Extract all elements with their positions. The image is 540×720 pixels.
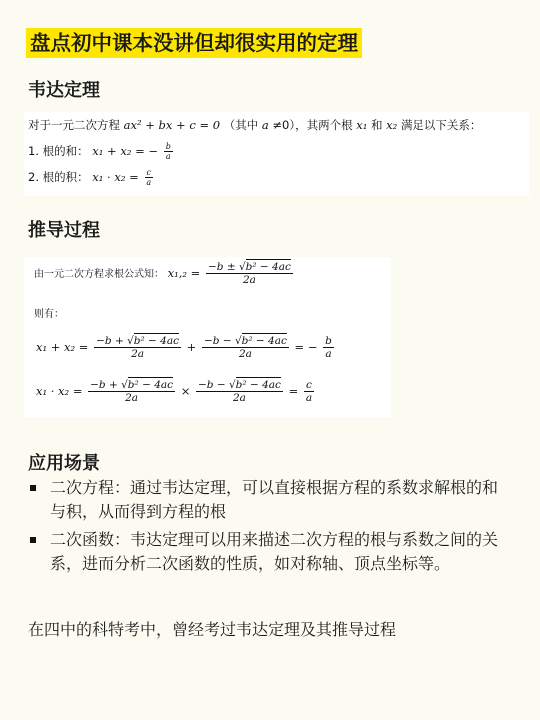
sum-numerator: b (165, 142, 171, 151)
sum-denominator: a (165, 152, 171, 162)
prod-label: 2. 根的积： (28, 170, 89, 185)
intro-prefix: 对于一元二次方程 (28, 118, 120, 132)
title-wrap (26, 28, 362, 58)
plus-root-prefix-2: −b + √ (90, 379, 128, 391)
quadratic-formula-fraction (206, 261, 293, 286)
plus-root-fraction (94, 335, 181, 360)
section-heading-applications: 应用场景 (28, 453, 100, 474)
minus-root-numerator (202, 335, 289, 348)
condition-rel: ≠0） (272, 118, 296, 132)
formula-discriminant: b² − 4ac (245, 261, 291, 273)
x12-lhs: x₁,₂ = (167, 266, 201, 281)
plus-root-denominator-2: 2a (125, 392, 139, 405)
minus-root-disc: b² − 4ac (241, 335, 287, 347)
footer-note: 在四中的科特考中，曾经考过韦达定理及其推导过程 (28, 620, 397, 639)
plus-root-denominator: 2a (131, 348, 145, 361)
formula-denominator: 2a (242, 274, 256, 287)
b-numerator: b (325, 335, 332, 347)
condition-var: a (261, 118, 269, 132)
bullet-icon (30, 485, 36, 491)
list-item (30, 528, 500, 576)
minus-root-prefix-2: −b − √ (197, 379, 236, 391)
prod-fraction (144, 168, 153, 187)
sum-of-roots-line (28, 142, 175, 161)
then-label: 则有： (34, 309, 64, 320)
times-operator: × (180, 384, 191, 399)
plus-root-disc-2: b² − 4ac (127, 379, 174, 391)
derivation-box (24, 257, 391, 417)
prod-denominator: a (146, 178, 152, 188)
minus-root-prefix: −b − √ (203, 335, 242, 347)
deriv-prod-lhs: x₁ · x₂ = (36, 384, 83, 399)
vieta-statement-box (24, 112, 529, 196)
intro-suffix-2: 满足以下关系： (400, 118, 482, 132)
sum-lhs: x₁ + x₂ = − (92, 144, 159, 159)
vieta-intro-line (28, 117, 481, 133)
applications-list (30, 476, 500, 580)
product-of-roots-line (28, 168, 155, 187)
formula-numerator (206, 261, 293, 274)
a-denominator-2: a (305, 392, 313, 405)
plus-root-numerator (94, 335, 181, 348)
product-derivation-line (36, 379, 316, 404)
minus-root-denominator-2: 2a (232, 392, 246, 405)
condition-prefix: （其中 (223, 118, 259, 132)
c-over-a (304, 379, 314, 404)
equals-sign: = (288, 384, 299, 399)
and-word: 和 (371, 118, 383, 132)
intro-suffix-1: ，其两个根 (295, 118, 353, 132)
minus-root-denominator: 2a (238, 348, 252, 361)
neg-b-over-a (323, 335, 334, 360)
formula-numerator-prefix: −b ± √ (207, 261, 246, 273)
plus-root-fraction-2 (88, 379, 175, 404)
equals-negative: = − (294, 340, 318, 355)
prod-lhs: x₁ · x₂ = (92, 170, 139, 185)
plus-root-numerator-2 (88, 379, 175, 392)
quadratic-formula-line (34, 261, 295, 286)
plus-operator: + (186, 340, 197, 355)
c-numerator: c (306, 379, 312, 391)
a-denominator: a (325, 348, 332, 361)
list-item-text: 二次函数：韦达定理可以用来描述二次方程的根与系数之间的关系，进而分析二次函数的性质，如对称轴、顶点坐标等。 (50, 530, 499, 573)
sum-fraction (164, 142, 173, 161)
plus-root-prefix: −b + √ (96, 335, 134, 347)
deriv-sum-lhs: x₁ + x₂ = (36, 340, 89, 355)
root2: x₂ (386, 118, 398, 132)
sum-label: 1. 根的和： (28, 144, 89, 159)
page-title: 盘点初中课本没讲但却很实用的定理 (26, 28, 362, 58)
list-item (30, 476, 500, 524)
quadratic-equation: ax² + bx + c = 0 (123, 118, 221, 132)
formula-label: 由一元二次方程求根公式知： (34, 269, 164, 281)
minus-root-numerator-2 (196, 379, 283, 392)
section-heading-derivation: 推导过程 (28, 220, 100, 241)
minus-root-fraction (202, 335, 289, 360)
section-heading-vieta: 韦达定理 (28, 80, 100, 101)
list-item-text: 二次方程：通过韦达定理，可以直接根据方程的系数求解根的和与积，从而得到方程的根 (50, 478, 499, 521)
sum-derivation-line (36, 335, 336, 360)
bullet-icon (30, 537, 36, 543)
prod-numerator: c (146, 168, 152, 177)
root1: x₁ (356, 118, 368, 132)
minus-root-disc-2: b² − 4ac (235, 379, 281, 391)
minus-root-fraction-2 (196, 379, 283, 404)
plus-root-disc: b² − 4ac (133, 335, 180, 347)
